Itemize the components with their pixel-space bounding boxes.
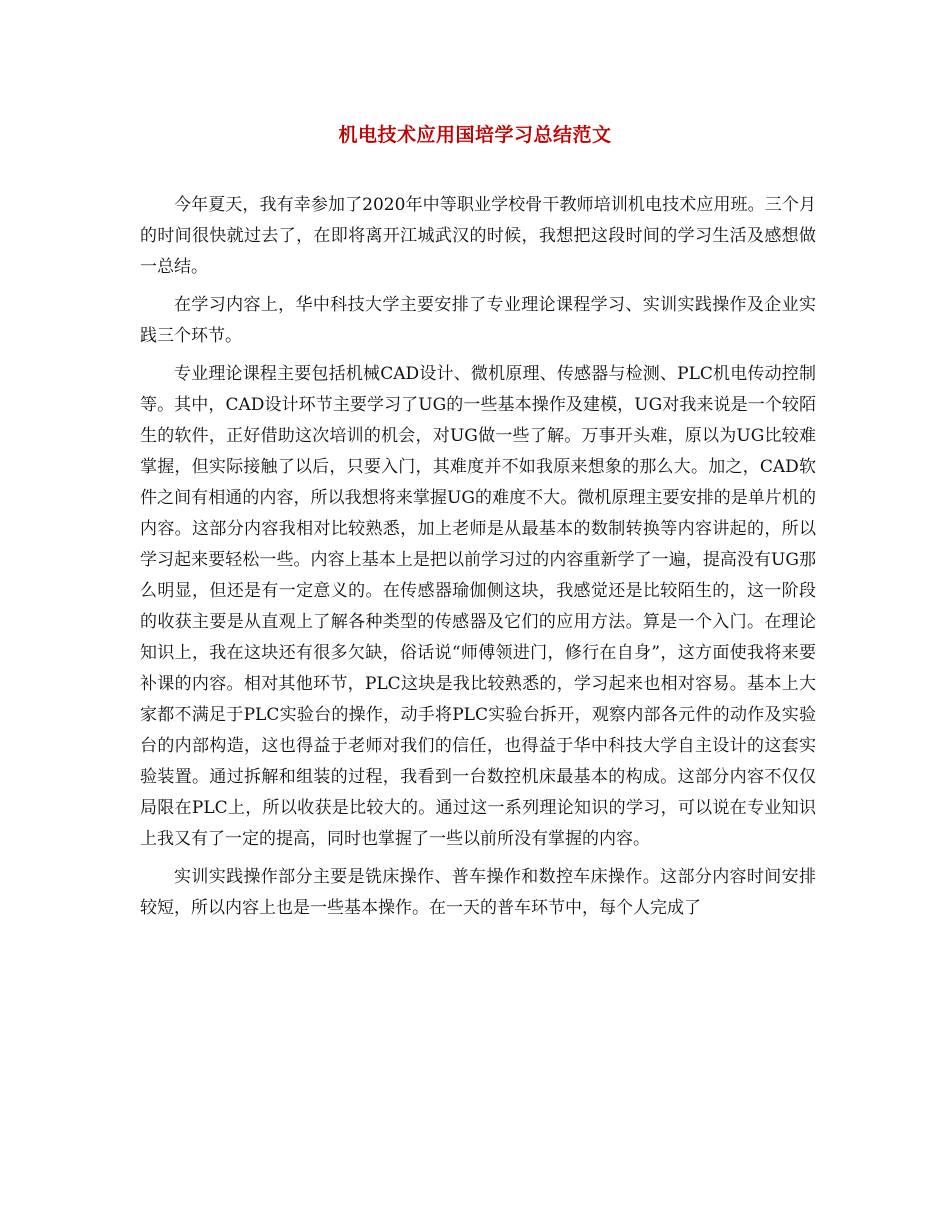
document-body xyxy=(140,190,816,931)
paragraph-1: 今年夏天，我有幸参加了2020年中等职业学校骨干教师培训机电技术应用班。三个月的时间很快就过去了，在即将离开江城武汉的时候，我想把这段时间的学习生活及感想做一总结。 xyxy=(140,195,816,277)
paragraph-4: 实训实践操作部分主要是铣床操作、普车操作和数控车床操作。这部分内容时间安排较短，所以内容上也是一些基本操作。在一天的普车环节中，每个人完成了 xyxy=(140,867,816,918)
paragraph-3: 专业理论课程主要包括机械CAD设计、微机原理、传感器与检测、PLC机电传动控制等。其中，CAD设计环节主要学习了UG的一些基本操作及建模，UG对我来说是一个较陌生的软件，正好借助这次培训的机会，对UG做一些了解。万事开头难，原以为UG比较难掌握，但实际接触了以后，只要入门，其难度并不如我原来想象的那么大。加之，CAD软件之间有相通的内容，所以我想将来掌握UG的难度不大。微机原理主要安排的是单片机的内容。这部分内容我相对比较熟悉，加上老师是从最基本的数制转换等内容讲起的，所以学习起来要轻松一些。内容上基本上是把以前学习过的内容重新学了一遍，提高没有UG那么明显，但还是有一定意义的。在传感器瑜伽侧这块，我感觉还是比较陌生的，这一阶段的收获主要是从直观上了解各种类型的传感器及它们的应用方法。算是一个入门。在理论知识上，我在这块还有很多欠缺，俗话说“师傅领进门，修行在自身”，这方面使我将来要补课的内容。相对其他环节，PLC这块是我比较熟悉的，学习起来也相对容易。基本上大家都不满足于PLC实验台的操作，动手将PLC实验台拆开，观察内部各元件的动作及实验台的内部构造，这也得益于老师对我们的信任，也得益于华中科技大学自主设计的这套实验装置。通过拆解和组装的过程，我看到一台数控机床最基本的构成。这部分内容不仅仅局限在PLC上，所以收获是比较大的。通过这一系列理论知识的学习，可以说在专业知识上我又有了一定的提高，同时也掌握了一些以前所没有掌握的内容。 xyxy=(140,364,816,849)
document-title: 机电技术应用国培学习总结范文 xyxy=(338,124,612,146)
paragraph-2: 在学习内容上，华中科技大学主要安排了专业理论课程学习、实训实践操作及企业实践三个环节。 xyxy=(140,295,816,346)
